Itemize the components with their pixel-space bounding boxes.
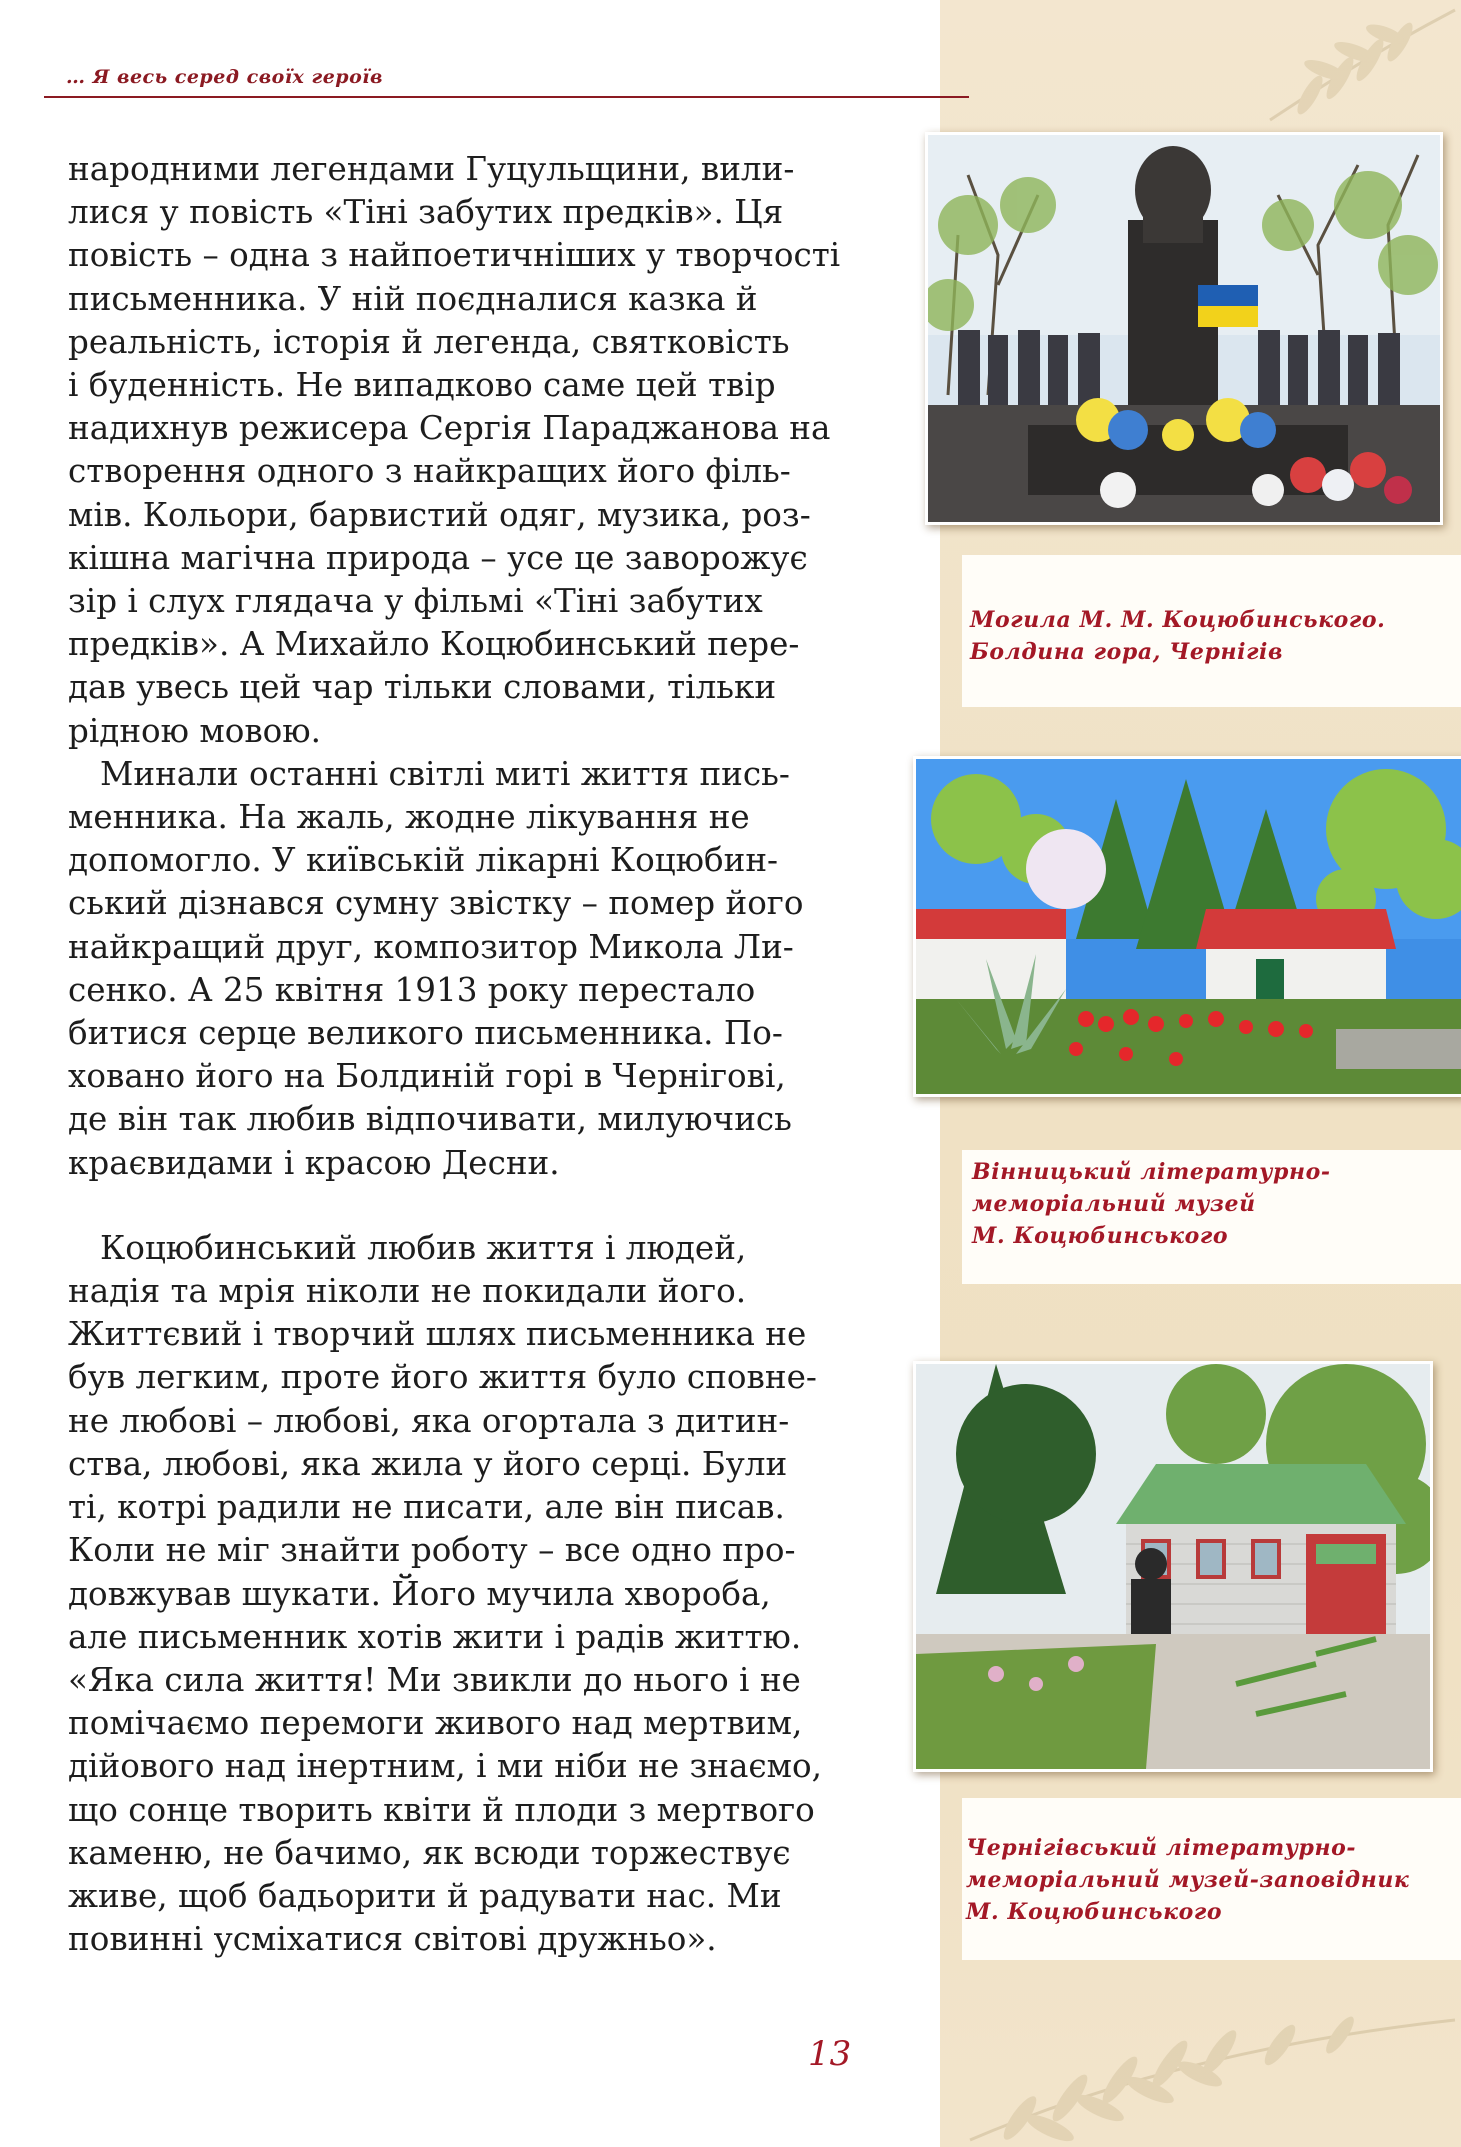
page-number: 13 (808, 2034, 852, 2074)
text-line: живе, щоб бадьорити й радувати нас. Ми (68, 1876, 782, 1915)
text-line: Коли не міг знайти роботу – все одно про- (68, 1531, 796, 1570)
fern-decoration-bottom (960, 1990, 1461, 2147)
text-line: Коцюбинський любив життя і людей, (100, 1228, 747, 1267)
paragraph-1 (68, 148, 856, 753)
text-line: кішна магічна природа – усе це заворожує (68, 538, 808, 577)
text-line: повість – одна з найпоетичніших у творчості (68, 236, 841, 275)
text-line: «Яка сила життя! Ми звикли до нього і не (68, 1660, 801, 1699)
text-line: де він так любив відпочивати, милуючись (68, 1100, 792, 1139)
text-line: менника. На жаль, жодне лікування не (68, 798, 750, 837)
text-line: мів. Кольори, барвистий одяг, музика, роз- (68, 495, 811, 534)
text-line: ті, котрі радили не писати, але він писав. (68, 1488, 785, 1527)
main-text (68, 148, 856, 1961)
text-line: рідною мовою. (68, 711, 322, 750)
text-line: але письменник хотів жити і радів життю. (68, 1617, 802, 1656)
text-line: предків». А Михайло Коцюбинський пере- (68, 625, 800, 664)
text-line: помічаємо перемоги живого над мертвим, (68, 1704, 803, 1743)
text-line: краєвидами і красою Десни. (68, 1143, 560, 1182)
text-line: письменника. У ній поєдналися казка й (68, 279, 758, 318)
caption-line: меморіальний музей (972, 1191, 1256, 1217)
caption-line: Могила М. М. Коцюбинського. (970, 607, 1386, 633)
text-line: не любові – любові, яка огортала з дитин- (68, 1401, 790, 1440)
photo-monument-grave (925, 132, 1443, 525)
text-line: був легким, проте його життя було сповне- (68, 1358, 817, 1397)
text-line: надія та мрія ніколи не покидали його. (68, 1272, 747, 1311)
text-line: сенко. А 25 квітня 1913 року перестало (68, 970, 756, 1009)
text-line: Минали останні світлі миті життя пись- (100, 754, 790, 793)
caption-line: Болдина гора, Чернігів (970, 639, 1284, 665)
fern-decoration-top (1250, 0, 1461, 130)
paragraph-3 (68, 1227, 856, 1961)
text-line: ський дізнався сумну звістку – помер його (68, 884, 804, 923)
paragraph-2 (68, 753, 856, 1185)
text-line: дійового над інертним, і ми ніби не знаємо, (68, 1747, 822, 1786)
text-line: ховано його на Болдиній горі в Чернігові, (68, 1057, 786, 1096)
text-line: зір і слух глядача у фільмі «Тіні забутих (68, 582, 763, 621)
running-header: … Я весь серед своїх героїв (66, 66, 383, 88)
photo-vinnytsia-museum (913, 756, 1461, 1097)
caption-line: М. Коцюбинського (966, 1899, 1223, 1925)
text-line: Життєвий і творчий шлях письменника не (68, 1315, 807, 1354)
text-line: допомогло. У київській лікарні Коцюбин- (68, 841, 779, 880)
text-line: що сонце творить квіти й плоди з мертвого (68, 1790, 815, 1829)
text-line: довжував шукати. Його мучила хвороба, (68, 1574, 771, 1613)
text-line: надихнув режисера Сергія Параджанова на (68, 409, 831, 448)
text-line: дав увесь цей чар тільки словами, тільки (68, 668, 777, 707)
caption-line: меморіальний музей-заповідник (966, 1867, 1410, 1893)
text-line: реальність, історія й легенда, святковість (68, 322, 790, 361)
caption-line: Вінницький літературно- (972, 1159, 1331, 1185)
text-line: створення одного з найкращих його філь- (68, 452, 791, 491)
header-rule (44, 96, 969, 98)
text-line: каменю, не бачимо, як всюди торжествує (68, 1833, 791, 1872)
photo-chernihiv-museum (913, 1361, 1433, 1772)
paragraph-gap (68, 1185, 856, 1227)
text-line: найкращий друг, композитор Микола Ли- (68, 927, 794, 966)
caption-photo-3 (966, 1832, 1409, 1928)
caption-photo-2 (972, 1156, 1331, 1252)
text-line: і буденність. Не випадково саме цей твір (68, 366, 776, 405)
text-line: народними легендами Гуцульщини, вили- (68, 150, 795, 188)
text-line: лися у повість «Тіні забутих предків». Ця (68, 193, 784, 232)
caption-line: Чернігівський літературно- (966, 1835, 1357, 1861)
text-line: повинні усміхатися світові дружньо». (68, 1920, 717, 1959)
text-line: битися серце великого письменника. По- (68, 1014, 783, 1053)
text-line: ства, любові, яка жила у його серці. Були (68, 1444, 788, 1483)
caption-photo-1 (970, 604, 1385, 668)
caption-line: М. Коцюбинського (972, 1223, 1229, 1249)
